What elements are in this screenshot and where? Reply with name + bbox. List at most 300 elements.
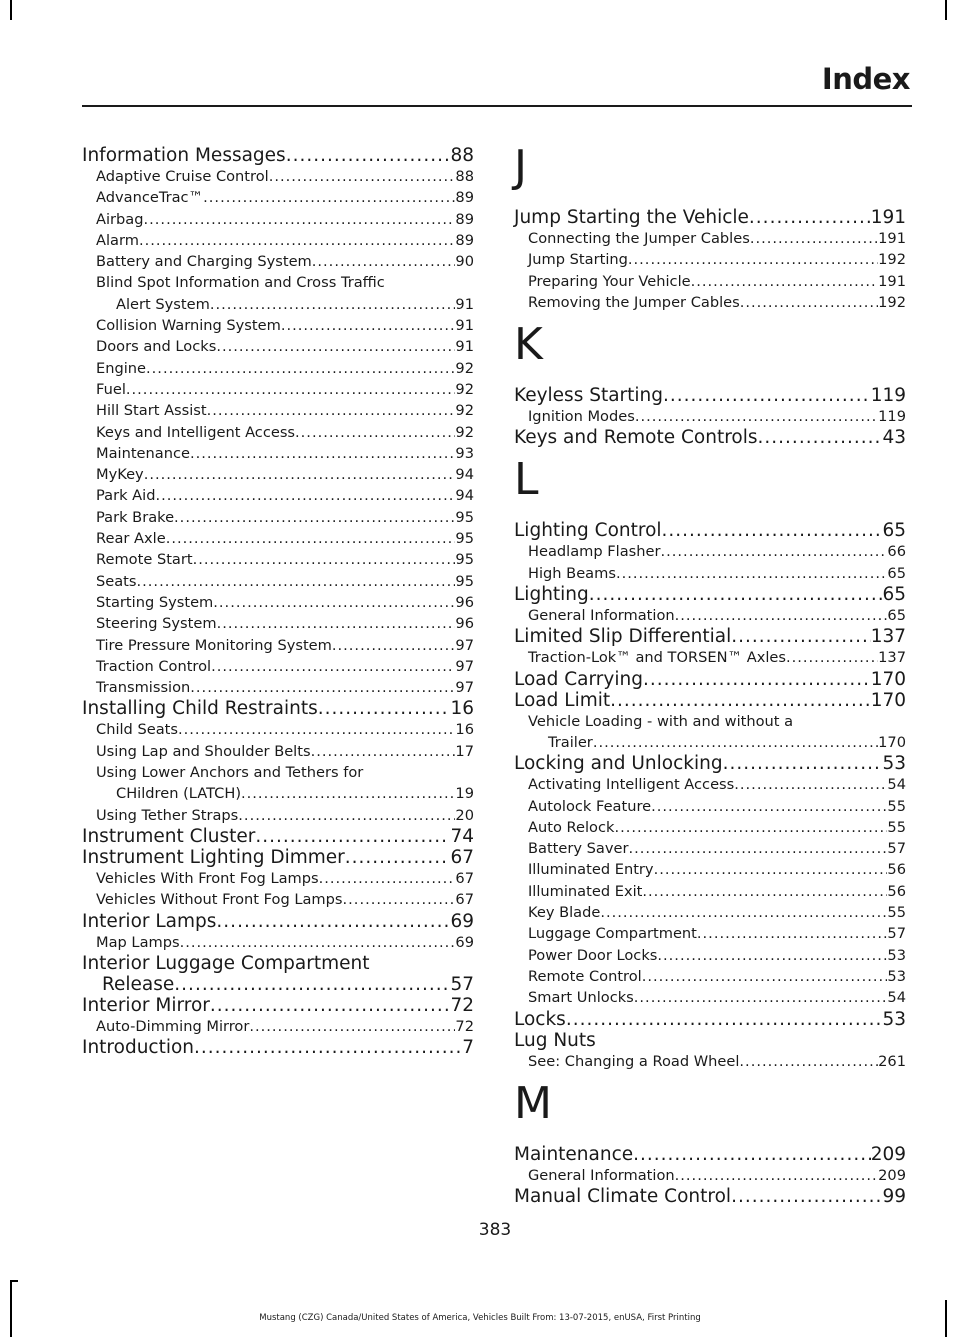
dot-leader [628, 838, 887, 859]
index-letter-heading: J [514, 141, 527, 192]
index-entry-line: Lug Nuts [514, 1029, 596, 1051]
page-number: 383 [478, 1220, 512, 1240]
index-subentry [82, 592, 474, 613]
dot-leader [651, 796, 887, 817]
index-subentry [514, 881, 906, 902]
entry-title: MyKey [96, 466, 144, 484]
entry-title: Map Lamps [96, 933, 180, 951]
entry-title: Auto-Dimming Mirror [96, 1017, 250, 1035]
dot-leader [144, 209, 456, 230]
entry-title: Jump Starting [528, 251, 628, 269]
entry-title: Remote Control [528, 967, 642, 985]
index-letter-heading: K [514, 319, 543, 371]
index-entry-line: Using Lower Anchors and Tethers for [96, 764, 364, 782]
index-subentry [82, 443, 474, 464]
entry-title: Interior Lamps [82, 910, 217, 932]
entry-title: Doors and Locks [96, 338, 217, 356]
entry-page-number: 99 [882, 1186, 906, 1208]
index-subentry [82, 400, 474, 421]
dot-leader [249, 1016, 455, 1037]
index-subentry [82, 230, 474, 251]
entry-title: Keys and Intelligent Access [96, 423, 296, 441]
entry-page-number: 90 [455, 253, 474, 271]
entry-title: Battery and Charging System [96, 253, 312, 271]
index-subentry [514, 774, 906, 795]
entry-page-number: 92 [455, 380, 474, 398]
index-entry [514, 207, 906, 228]
dot-leader [345, 847, 451, 868]
entry-title: Luggage Compartment [528, 925, 697, 943]
entry-page-number: 91 [455, 317, 474, 335]
dot-leader [749, 207, 871, 228]
entry-title: Removing the Jumper Cables [528, 293, 740, 311]
dot-leader [174, 507, 455, 528]
dot-leader [332, 635, 456, 656]
index-subentry [82, 358, 474, 379]
page-title: Index [821, 62, 910, 96]
entry-title: Airbag [96, 210, 144, 228]
index-subentry [82, 889, 474, 910]
dot-leader [634, 987, 888, 1008]
dot-leader [657, 945, 887, 966]
index-column-left [82, 145, 474, 1058]
entry-title: See: Changing a Road Wheel [528, 1052, 740, 1070]
dot-leader [750, 228, 878, 249]
entry-title: Smart Unlocks [528, 989, 634, 1007]
entry-page-number: 54 [887, 776, 906, 794]
entry-page-number: 65 [887, 607, 906, 625]
index-subentry [82, 166, 474, 187]
index-entry [82, 847, 474, 868]
dot-leader [616, 563, 887, 584]
entry-title: Vehicles With Front Fog Lamps [96, 869, 319, 887]
entry-title: Preparing Your Vehicle [528, 272, 691, 290]
entry-page-number: 53 [887, 946, 906, 964]
entry-title: Introduction [82, 1037, 195, 1059]
entry-page-number: 170 [870, 668, 906, 690]
index-subentry [514, 292, 906, 313]
entry-page-number: 119 [878, 408, 906, 426]
index-entry [82, 974, 474, 995]
index-letter-heading: M [514, 1077, 552, 1129]
entry-title: Maintenance [514, 1143, 634, 1165]
entry-page-number: 191 [870, 207, 906, 228]
entry-page-number: 95 [455, 530, 474, 548]
index-subentry [514, 732, 906, 753]
index-subentry [514, 228, 906, 249]
dot-leader [180, 932, 456, 953]
entry-page-number: 17 [455, 742, 474, 760]
entry-page-number: 209 [878, 1166, 906, 1184]
entry-page-number: 92 [455, 423, 474, 441]
dot-leader [144, 464, 456, 485]
entry-page-number: 95 [455, 551, 474, 569]
dot-leader [642, 881, 887, 902]
entry-page-number: 43 [882, 427, 906, 449]
index-subentry [514, 563, 906, 584]
index-subentry [514, 1165, 906, 1186]
entry-page-number: 209 [870, 1143, 906, 1165]
entry-page-number: 55 [887, 904, 906, 922]
index-entry [514, 1009, 906, 1030]
entry-page-number: 72 [450, 994, 474, 1016]
dot-leader [166, 528, 456, 549]
index-subentry [514, 796, 906, 817]
index-entry [514, 690, 906, 711]
dot-leader [731, 1186, 882, 1207]
index-subentry [82, 251, 474, 272]
dot-leader [661, 541, 888, 562]
entry-title: Rear Axle [96, 530, 166, 548]
entry-page-number: 20 [455, 806, 474, 824]
entry-page-number: 57 [887, 840, 906, 858]
entry-title: Tire Pressure Monitoring System [96, 636, 332, 654]
dot-leader [723, 753, 883, 774]
dot-leader [178, 719, 455, 740]
entry-title: Starting System [96, 593, 214, 611]
entry-page-number: 16 [450, 698, 474, 720]
entry-title: Headlamp Flasher [528, 543, 661, 561]
entry-title: Connecting the Jumper Cables [528, 230, 750, 247]
dot-leader [691, 271, 879, 292]
index-subentry [82, 868, 474, 889]
entry-page-number: 89 [455, 210, 474, 228]
entry-title: Maintenance [96, 444, 190, 462]
dot-leader [786, 647, 878, 668]
index-entry [514, 584, 906, 605]
index-subentry [514, 249, 906, 270]
entry-title: Lighting [514, 584, 589, 606]
index-subentry [514, 647, 906, 668]
entry-title: Key Blade [528, 904, 601, 922]
entry-title: Locks [514, 1008, 566, 1030]
entry-page-number: 67 [455, 891, 474, 909]
entry-title: Engine [96, 359, 147, 377]
crop-mark-top-left [10, 0, 12, 20]
entry-title: Park Aid [96, 487, 156, 505]
dot-leader [269, 166, 456, 187]
index-subentry [514, 987, 906, 1008]
entry-title: High Beams [528, 564, 616, 582]
entry-page-number: 69 [455, 933, 474, 951]
index-subentry [82, 677, 474, 698]
dot-leader [139, 230, 455, 251]
index-subentry [82, 464, 474, 485]
dot-leader [210, 995, 451, 1016]
entry-title: Keyless Starting [514, 385, 664, 407]
entry-title: Battery Saver [528, 840, 629, 858]
entry-title: Manual Climate Control [514, 1186, 732, 1208]
dot-leader [238, 805, 455, 826]
entry-title: Ignition Modes [528, 408, 635, 426]
index-subentry [514, 966, 906, 987]
entry-title: Child Seats [96, 721, 178, 739]
index-subentry [514, 902, 906, 923]
dot-leader [194, 1037, 462, 1058]
entry-title: Auto Relock [528, 818, 615, 836]
dot-leader [193, 549, 456, 570]
entry-title: Fuel [96, 380, 126, 398]
entry-page-number: 91 [455, 338, 474, 356]
dot-leader [126, 379, 456, 400]
entry-page-number: 97 [455, 679, 474, 697]
dot-leader [734, 774, 887, 795]
index-subentry [82, 656, 474, 677]
entry-page-number: 191 [878, 272, 906, 290]
index-subentry [514, 859, 906, 880]
dot-leader [675, 605, 888, 626]
index-entry [82, 826, 474, 847]
entry-page-number: 97 [455, 657, 474, 675]
entry-page-number: 119 [870, 385, 906, 407]
index-entry [514, 427, 906, 448]
index-entry [514, 520, 906, 541]
index-entry [514, 1144, 906, 1165]
entry-page-number: 170 [878, 733, 906, 751]
dot-leader [203, 187, 455, 208]
entry-title: Remote Start [96, 551, 193, 569]
entry-page-number: 53 [882, 1008, 906, 1030]
entry-page-number: 16 [455, 721, 474, 739]
entry-page-number: 65 [887, 564, 906, 582]
index-subentry [514, 923, 906, 944]
entry-title: Interior Mirror [82, 994, 210, 1016]
index-subentry [82, 315, 474, 336]
entry-title: Using Tether Straps [96, 806, 239, 824]
dot-leader [311, 741, 456, 762]
entry-page-number: 65 [882, 584, 906, 606]
index-subentry [82, 209, 474, 230]
entry-page-number: 94 [455, 487, 474, 505]
crop-mark-bottom-left-h [10, 1280, 18, 1282]
index-entry [514, 669, 906, 690]
entry-title: Instrument Cluster [82, 825, 256, 847]
entry-page-number: 55 [887, 818, 906, 836]
dot-leader [281, 315, 456, 336]
entry-title: Traction-Lok™ and TORSEN™ Axles [528, 649, 786, 667]
dot-leader [241, 783, 455, 804]
entry-page-number: 65 [882, 520, 906, 542]
index-subentry [82, 294, 474, 315]
index-entry [82, 911, 474, 932]
entry-page-number: 56 [887, 861, 906, 879]
dot-leader [731, 626, 870, 647]
index-subentry [82, 613, 474, 634]
dot-leader [589, 584, 883, 605]
entry-title: Traction Control [96, 657, 212, 675]
entry-title: Lighting Control [514, 520, 662, 542]
dot-leader [697, 923, 888, 944]
index-entry [514, 753, 906, 774]
entry-page-number: 94 [455, 466, 474, 484]
entry-title: Collision Warning System [96, 317, 281, 335]
entry-title: Adaptive Cruise Control [96, 168, 269, 185]
index-subentry [82, 528, 474, 549]
dot-leader [312, 251, 456, 272]
dot-leader [663, 385, 871, 406]
entry-title: Vehicles Without Front Fog Lamps [96, 891, 343, 909]
entry-title: Power Door Locks [528, 946, 658, 964]
entry-page-number: 57 [450, 973, 474, 995]
entry-page-number: 92 [455, 359, 474, 377]
index-entry [82, 145, 474, 166]
dot-leader [654, 859, 888, 880]
index-entry [514, 626, 906, 647]
dot-leader [217, 613, 456, 634]
dot-leader [213, 592, 455, 613]
entry-page-number: 53 [882, 753, 906, 775]
index-subentry [514, 605, 906, 626]
entry-title: Load Limit [514, 689, 611, 711]
dot-leader [628, 249, 878, 270]
entry-page-number: 97 [455, 636, 474, 654]
entry-page-number: 261 [878, 1052, 906, 1070]
entry-page-number: 95 [455, 508, 474, 526]
entry-title: Limited Slip Differential [514, 626, 732, 648]
entry-title: Jump Starting the Vehicle [514, 207, 749, 228]
entry-page-number: 56 [887, 882, 906, 900]
index-subentry [82, 379, 474, 400]
index-entry-line: Vehicle Loading - with and without a [528, 712, 794, 730]
entry-page-number: 89 [455, 189, 474, 207]
dot-leader [614, 817, 887, 838]
dot-leader [318, 698, 451, 719]
dot-leader [593, 732, 878, 753]
entry-page-number: 67 [450, 846, 474, 868]
entry-title: Trailer [548, 733, 593, 751]
index-subentry [82, 1016, 474, 1037]
index-letter-heading: L [514, 454, 539, 506]
entry-page-number: 137 [878, 649, 906, 667]
index-subentry [514, 406, 906, 427]
entry-title: General Information [528, 607, 675, 625]
index-subentry [514, 945, 906, 966]
entry-page-number: 88 [455, 168, 474, 185]
entry-page-number: 53 [887, 967, 906, 985]
entry-title: Seats [96, 572, 137, 590]
index-subentry [82, 635, 474, 656]
dot-leader [662, 520, 883, 541]
index-subentry [82, 805, 474, 826]
dot-leader [286, 145, 451, 166]
entry-title: Instrument Lighting Dimmer [82, 846, 345, 868]
entry-page-number: 55 [887, 797, 906, 815]
index-subentry [82, 719, 474, 740]
entry-title: Locking and Unlocking [514, 753, 723, 775]
dot-leader [740, 292, 878, 313]
entry-page-number: 57 [887, 925, 906, 943]
entry-page-number: 95 [455, 572, 474, 590]
index-subentry [82, 549, 474, 570]
entry-title: Autolock Feature [528, 797, 652, 815]
entry-page-number: 191 [878, 230, 906, 247]
entry-title: Load Carrying [514, 668, 643, 690]
entry-page-number: 72 [455, 1017, 474, 1035]
index-subentry [82, 336, 474, 357]
entry-page-number: 54 [887, 989, 906, 1007]
dot-leader [207, 400, 456, 421]
index-subentry [82, 741, 474, 762]
entry-title: Using Lap and Shoulder Belts [96, 742, 311, 760]
entry-page-number: 192 [878, 293, 906, 311]
index-column-right [514, 141, 906, 1208]
dot-leader [600, 902, 887, 923]
dot-leader [174, 974, 450, 995]
entry-title: Keys and Remote Controls [514, 427, 758, 449]
index-entry [82, 698, 474, 719]
entry-title: CHildren (LATCH) [116, 785, 242, 803]
index-entry-line: Blind Spot Information and Cross Traffic [96, 274, 385, 292]
entry-title: Installing Child Restraints [82, 698, 318, 720]
entry-page-number: 74 [450, 825, 474, 847]
dot-leader [675, 1165, 879, 1186]
entry-page-number: 67 [455, 869, 474, 887]
index-subentry [82, 783, 474, 804]
entry-title: General Information [528, 1166, 675, 1184]
entry-page-number: 69 [450, 910, 474, 932]
entry-title: Information Messages [82, 145, 286, 166]
entry-page-number: 170 [870, 689, 906, 711]
dot-leader [343, 889, 456, 910]
dot-leader [190, 677, 455, 698]
entry-title: Hill Start Assist [96, 402, 207, 420]
dot-leader [211, 656, 455, 677]
entry-page-number: 96 [455, 593, 474, 611]
entry-title: AdvanceTrac™ [96, 189, 204, 207]
dot-leader [642, 966, 888, 987]
entry-page-number: 7 [462, 1037, 474, 1059]
dot-leader [739, 1051, 878, 1072]
entry-page-number: 137 [870, 626, 906, 648]
index-subentry [82, 932, 474, 953]
entry-title: Transmission [96, 679, 191, 697]
entry-page-number: 66 [887, 543, 906, 561]
entry-title: Steering System [96, 615, 217, 633]
index-entry [514, 385, 906, 406]
crop-mark-top-right [945, 0, 947, 20]
entry-title: Alarm [96, 231, 139, 249]
dot-leader [635, 406, 878, 427]
index-subentry [82, 485, 474, 506]
entry-page-number: 93 [455, 444, 474, 462]
dot-leader [610, 690, 871, 711]
entry-page-number: 192 [878, 251, 906, 269]
dot-leader [155, 485, 455, 506]
dot-leader [566, 1009, 883, 1030]
index-subentry [514, 541, 906, 562]
dot-leader [643, 669, 871, 690]
index-entry-line: Interior Luggage Compartment [82, 952, 370, 974]
header-divider [82, 105, 912, 107]
index-subentry [82, 507, 474, 528]
dot-leader [216, 336, 455, 357]
dot-leader [255, 826, 450, 847]
dot-leader [137, 571, 456, 592]
entry-page-number: 88 [450, 145, 474, 166]
dot-leader [758, 427, 883, 448]
index-subentry [82, 571, 474, 592]
index-subentry [514, 838, 906, 859]
index-subentry [514, 1051, 906, 1072]
index-entry [82, 1037, 474, 1058]
entry-title: Illuminated Exit [528, 882, 643, 900]
dot-leader [190, 443, 455, 464]
dot-leader [633, 1144, 871, 1165]
index-entry [82, 995, 474, 1016]
dot-leader [216, 911, 450, 932]
entry-page-number: 89 [455, 231, 474, 249]
crop-mark-bottom-left [10, 1280, 12, 1337]
